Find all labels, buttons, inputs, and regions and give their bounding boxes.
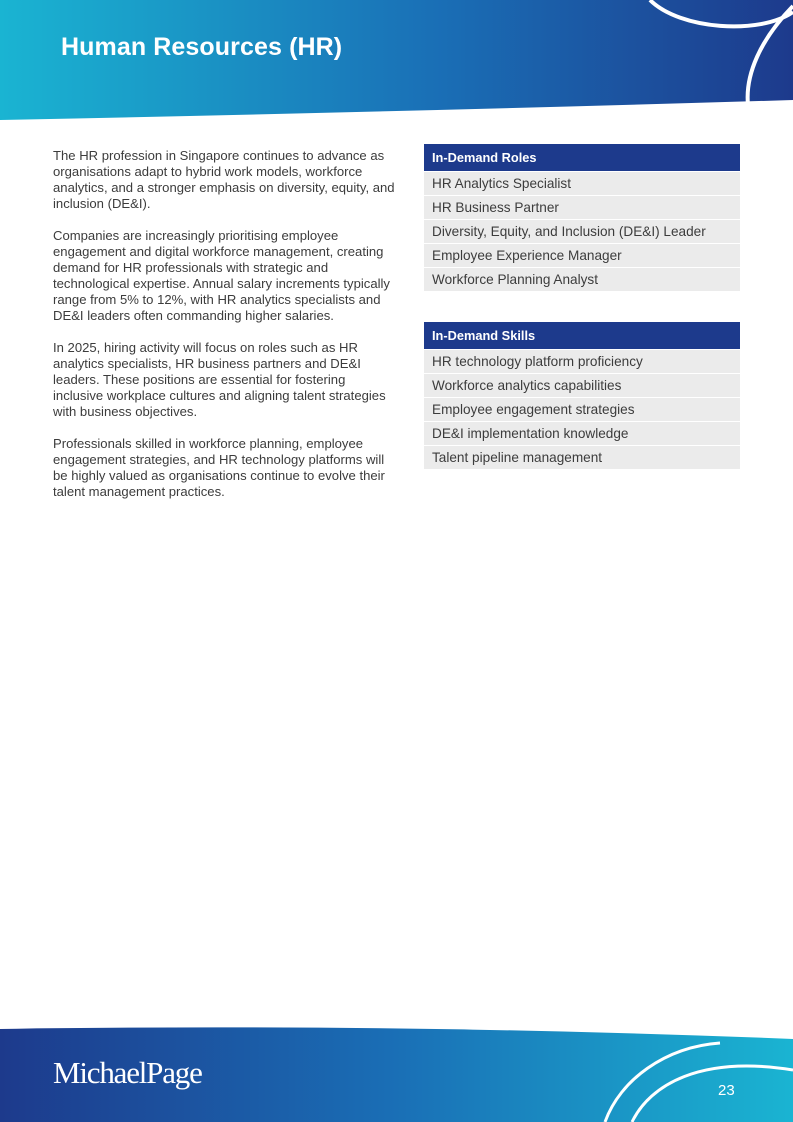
skills-table-heading: In-Demand Skills	[424, 322, 740, 349]
skills-table-row: DE&I implementation knowledge	[424, 421, 740, 445]
skills-table-row: Employee engagement strategies	[424, 397, 740, 421]
header-band	[0, 0, 793, 125]
skills-table-row: Workforce analytics capabilities	[424, 373, 740, 397]
skills-table-row: Talent pipeline management	[424, 445, 740, 469]
in-demand-roles-table	[424, 144, 740, 291]
roles-table-row: Employee Experience Manager	[424, 243, 740, 267]
page-number: 23	[718, 1082, 735, 1099]
in-demand-skills-table	[424, 322, 740, 469]
body-text	[53, 148, 398, 516]
skills-table-row: HR technology platform proficiency	[424, 349, 740, 373]
body-paragraph: Professionals skilled in workforce planning, employee engagement strategies, and HR technology platforms will be highly valued as organisations continue to evolve their talent management practices.	[53, 436, 385, 499]
roles-table-row: Workforce Planning Analyst	[424, 267, 740, 291]
body-paragraph: In 2025, hiring activity will focus on roles such as HR analytics specialists, HR business partners and DE&I leaders. These positions are essential for fostering inclusive workplace cultures and aligning talent strategies with business objectives.	[53, 340, 386, 419]
page-title: Human Resources (HR)	[61, 33, 343, 61]
roles-table-row: HR Business Partner	[424, 195, 740, 219]
roles-table-heading: In-Demand Roles	[424, 144, 740, 171]
body-paragraph: Companies are increasingly prioritising employee engagement and digital workforce management, creating demand for HR professionals with strategic and technological expertise. Annual salary increments typically range from 5% to 12%, with HR analytics specialists and DE&I leaders often commanding higher salaries.	[53, 228, 390, 323]
body-paragraph: The HR profession in Singapore continues to advance as organisations adapt to hybrid work models, workforce analytics, and a stronger emphasis on diversity, equity, and inclusion (DE&I).	[53, 148, 395, 211]
roles-table-row: HR Analytics Specialist	[424, 171, 740, 195]
michael-page-logo: MichaelPage	[53, 1055, 202, 1090]
roles-table-row: Diversity, Equity, and Inclusion (DE&I) Leader	[424, 219, 740, 243]
